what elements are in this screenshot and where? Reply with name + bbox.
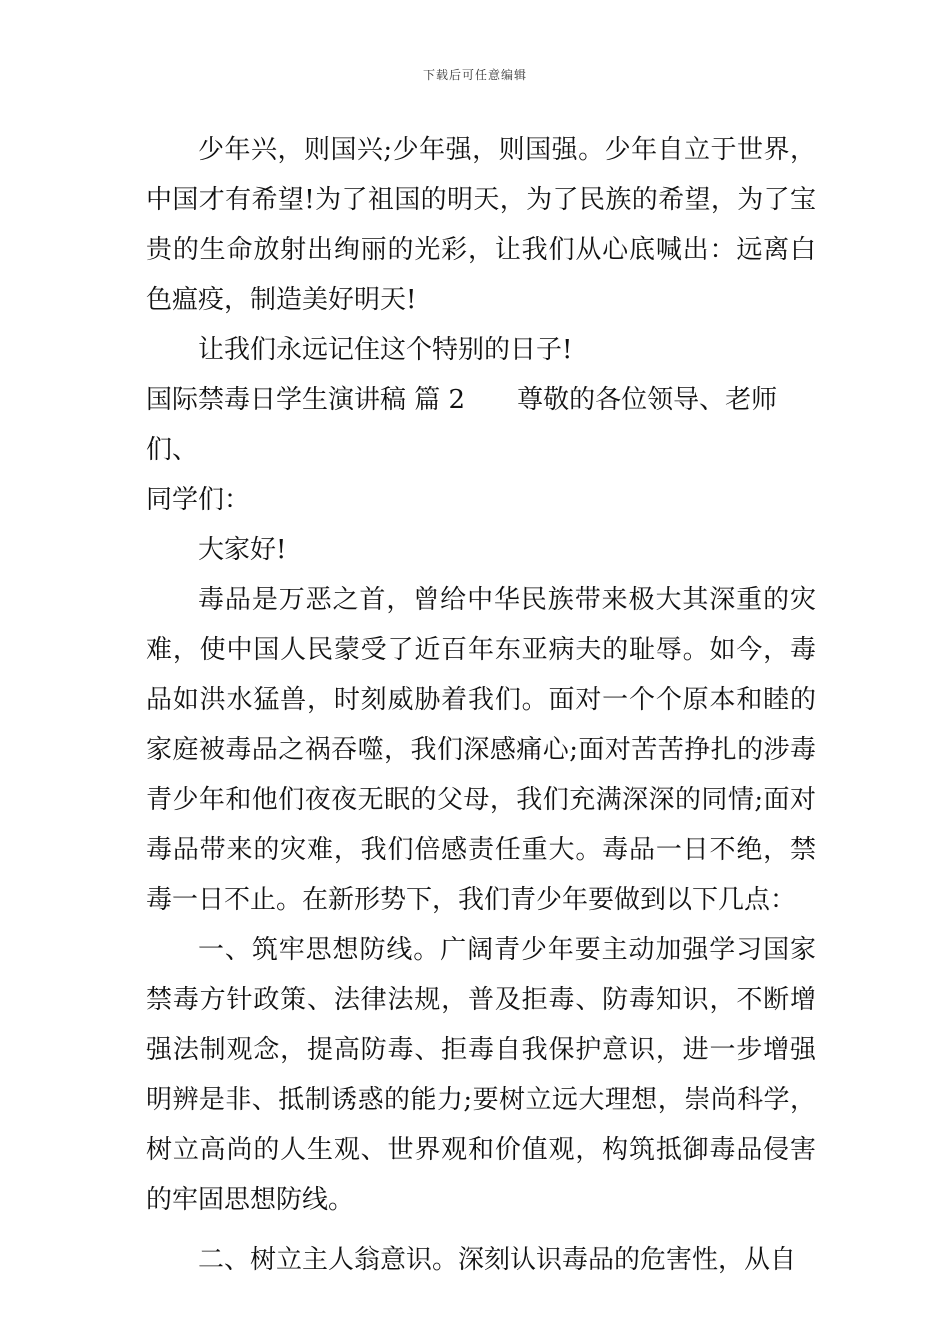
section-label: 篇 2 [414, 385, 466, 415]
paragraph-point-one: 一、筑牢思想防线。广阔青少年要主动加强学习国家禁毒方针政策、法律法规，普及拒毒、防毒知识，不断增强法制观念，提高防毒、拒毒自我保护意识，进一步增强明辨是非、抵制诱惑的能力;要树立远大理想，崇尚科学，树立高尚的人生观、世界观和价值观，构筑抵御毒品侵害的牢固思想防线。 [146, 935, 816, 1215]
salutation-start: 尊敬的各位领导、老师们、 [146, 385, 778, 465]
document-body [146, 125, 816, 1285]
salutation-end: 同学们： [146, 485, 251, 515]
speech-title: 国际禁毒日学生演讲稿 [146, 385, 407, 415]
greeting: 大家好! [198, 535, 287, 565]
paragraph-youth-strength: 少年兴，则国兴;少年强，则国强。少年自立于世界，中国才有希望!为了祖国的明天，为了民族的希望，为了宝贵的生命放射出绚丽的光彩，让我们从心底喊出：远离白色瘟疫，制造美好明天! [146, 135, 816, 315]
paragraph-remember-day: 让我们永远记住这个特别的日子! [198, 335, 573, 365]
paragraph-point-two: 二、树立主人翁意识。深刻认识毒品的危害性，从自 [198, 1245, 797, 1275]
paragraph-drug-harm: 毒品是万恶之首，曾给中华民族带来极大其深重的灾难，使中国人民蒙受了近百年东亚病夫的耻辱。如今，毒品如洪水猛兽，时刻威胁着我们。面对一个个原本和睦的家庭被毒品之祸吞噬，我们深感痛心;面对苦苦挣扎的涉毒青少年和他们夜夜无眠的父母，我们充满深深的同情;面对毒品带来的灾难，我们倍感责任重大。毒品一日不绝，禁毒一日不止。在新形势下，我们青少年要做到以下几点： [146, 585, 816, 915]
speech-heading-line [146, 375, 816, 475]
page-header-note: 下载后可任意编辑 [422, 68, 527, 82]
